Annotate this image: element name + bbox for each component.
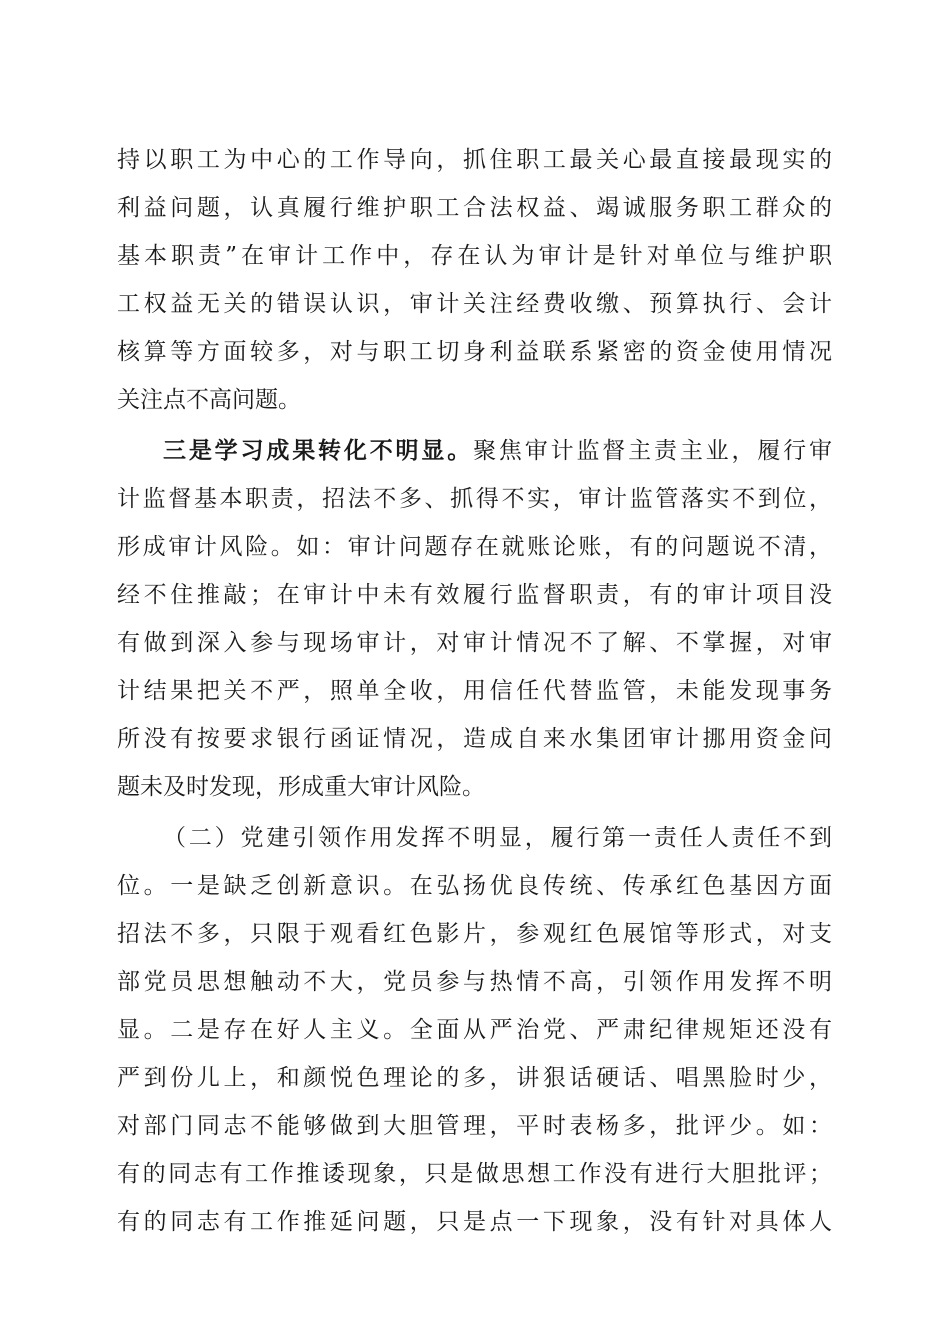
- text-line: 基本职责”在审计工作中，存在认为审计是针对单位与维护职: [117, 243, 832, 269]
- text-line: 持以职工为中心的工作导向，抓住职工最关心最直接最现实的: [117, 147, 832, 173]
- text-line: 有的同志有工作推诿现象，只是做思想工作没有进行大胆批评；: [117, 1161, 832, 1187]
- text-line: 显。二是存在好人主义。全面从严治党、严肃纪律规矩还没有: [117, 1017, 832, 1043]
- text-run: 聚焦审计监督主责主业，履行审: [473, 438, 832, 464]
- text-line: 位。一是缺乏创新意识。在弘扬优良传统、传承红色基因方面: [117, 873, 832, 899]
- text-line: 部党员思想触动不大，党员参与热情不高，引领作用发挥不明: [117, 969, 832, 995]
- paragraph-first-line: [117, 429, 832, 473]
- text-line: 有做到深入参与现场审计，对审计情况不了解、不掌握，对审: [117, 630, 832, 656]
- text-line: 关注点不高问题。: [117, 387, 301, 413]
- text-line: 计监督基本职责，招法不多、抓得不实，审计监管落实不到位，: [117, 486, 832, 512]
- text-line: 对部门同志不能够做到大胆管理，平时表杨多，批评少。如：: [117, 1113, 832, 1139]
- text-line: 招法不多，只限于观看红色影片，参观红色展馆等形式，对支: [117, 921, 832, 947]
- text-line: 核算等方面较多，对与职工切身利益联系紧密的资金使用情况: [117, 339, 832, 365]
- text-line: 形成审计风险。如：审计问题存在就账论账，有的问题说不清，: [117, 534, 832, 560]
- text-line: 利益问题，认真履行维护职工合法权益、竭诚服务职工群众的: [117, 195, 832, 221]
- section-heading-line: （二）党建引领作用发挥不明显，履行第一责任人责任不到: [163, 825, 832, 851]
- section-heading: 三是学习成果转化不明显。: [163, 437, 474, 464]
- text-line: 题未及时发现，形成重大审计风险。: [117, 774, 485, 800]
- text-line: 工权益无关的错误认识，审计关注经费收缴、预算执行、会计: [117, 291, 832, 317]
- text-line: 所没有按要求银行函证情况，造成自来水集团审计挪用资金问: [117, 726, 832, 752]
- text-line: 有的同志有工作推延问题，只是点一下现象，没有针对具体人: [117, 1209, 832, 1235]
- text-line: 严到份儿上，和颜悦色理论的多，讲狠话硬话、唱黑脸时少，: [117, 1065, 832, 1091]
- text-line: 经不住推敲；在审计中未有效履行监督职责，有的审计项目没: [117, 582, 832, 608]
- text-line: 计结果把关不严，照单全收，用信任代替监管，未能发现事务: [117, 678, 832, 704]
